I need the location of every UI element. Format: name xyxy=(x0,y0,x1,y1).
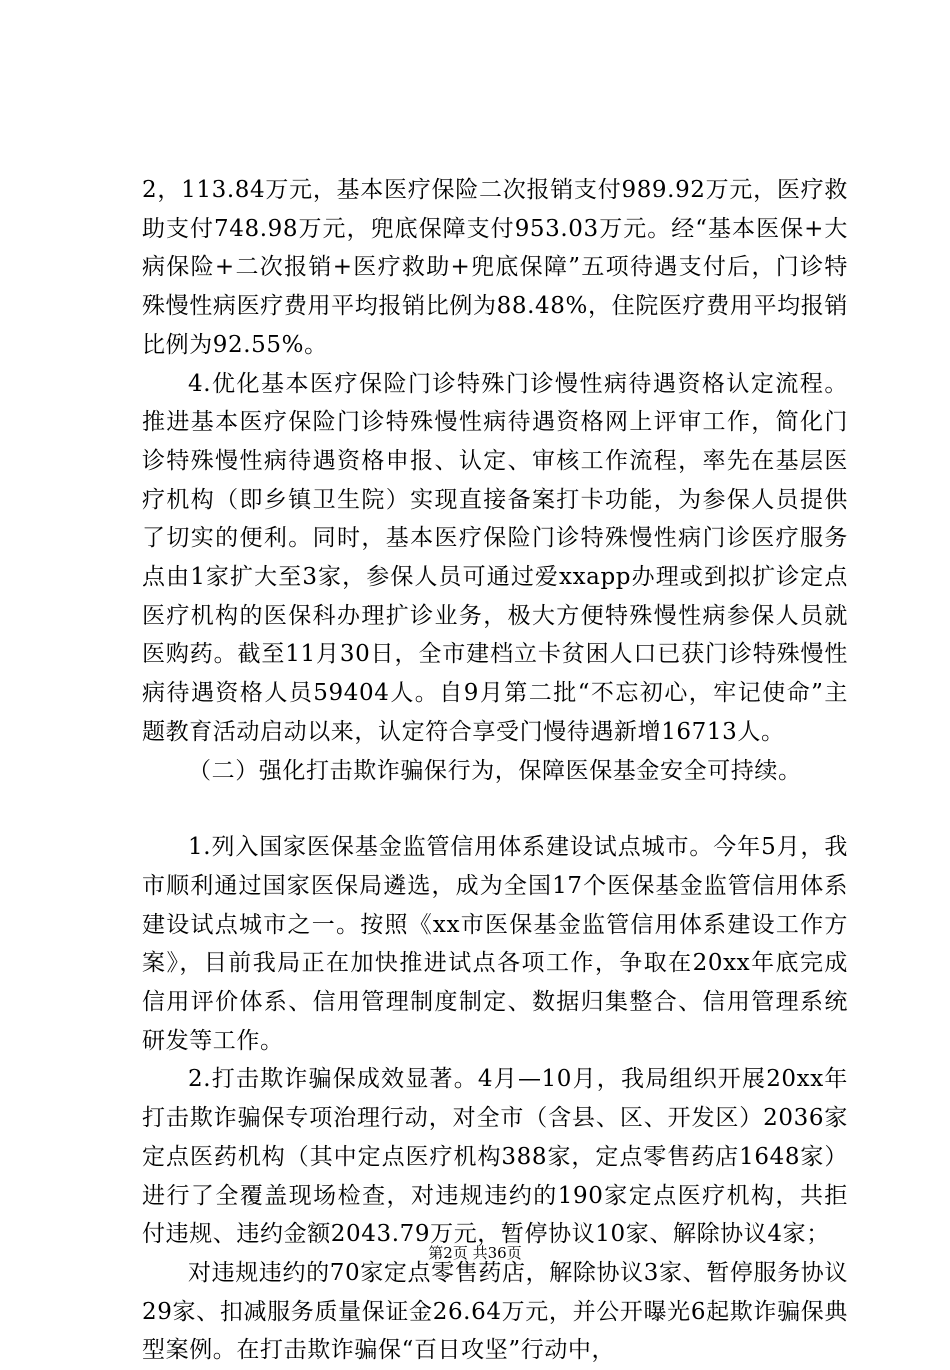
document-body xyxy=(142,171,848,1370)
paragraph-continuation: 2，113.84万元，基本医疗保险二次报销支付989.92万元，医疗救助支付748.98万元，兜底保障支付953.03万元。经“基本医保+大病保险+二次报销+医疗救助+兜底保障”五项待遇支付后，门诊特殊慢性病医疗费用平均报销比例为88.48%，住院医疗费用平均报销比例为92.55%。 xyxy=(142,177,848,358)
paragraph-item-1: 1.列入国家医保基金监管信用体系建设试点城市。今年5月，我市顺利通过国家医保局遴选，成为全国17个医保基金监管信用体系建设试点城市之一。按照《xx市医保基金监管信用体系建设工作方案》，目前我局正在加快推进试点各项工作，争取在20xx年底完成信用评价体系、信用管理制度制定、数据归集整合、信用管理系统研发等工作。 xyxy=(142,834,848,1054)
paragraph-pharmacies: 对违规违约的70家定点零售药店，解除协议3家、暂停服务协议29家、扣减服务质量保证金26.64万元，并公开曝光6起欺诈骗保典型案例。在打击欺诈骗保“百日攻坚”行动中， xyxy=(142,1259,848,1364)
paragraph-item-2: 2.打击欺诈骗保成效显著。4月—10月，我局组织开展20xx年打击欺诈骗保专项治理行动，对全市（含县、区、开发区）2036家定点医药机构（其中定点医疗机构388家，定点零售药店1648家）进行了全覆盖现场检查，对违规违约的190家定点医疗机构，共拒付违规、违约金额2043.79万元，暂停协议10家、解除协议4家； xyxy=(142,1066,848,1248)
paragraph-item-4: 4.优化基本医疗保险门诊特殊门诊慢性病待遇资格认定流程。推进基本医疗保险门诊特殊慢性病待遇资格网上评审工作，简化门诊特殊慢性病待遇资格申报、认定、审核工作流程，率先在基层医疗机构（即乡镇卫生院）实现直接备案打卡功能，为参保人员提供了切实的便利。同时，基本医疗保险门诊特殊慢性病门诊医疗服务点由1家扩大至3家，参保人员可通过爱xxapp办理或到拟扩诊定点医疗机构的医保科办理扩诊业务，极大方便特殊慢性病参保人员就医购药。截至11月30日，全市建档立卡贫困人口已获门诊特殊慢性病待遇资格人员59404人。自9月第二批“不忘初心，牢记使命”主题教育活动启动以来，认定符合享受门慢待遇新增16713人。 xyxy=(142,370,848,745)
section-heading-2: （二）强化打击欺诈骗保行为，保障医保基金安全可持续。 xyxy=(188,757,802,784)
page-number-footer: 第2页 共36页 xyxy=(428,1244,522,1262)
